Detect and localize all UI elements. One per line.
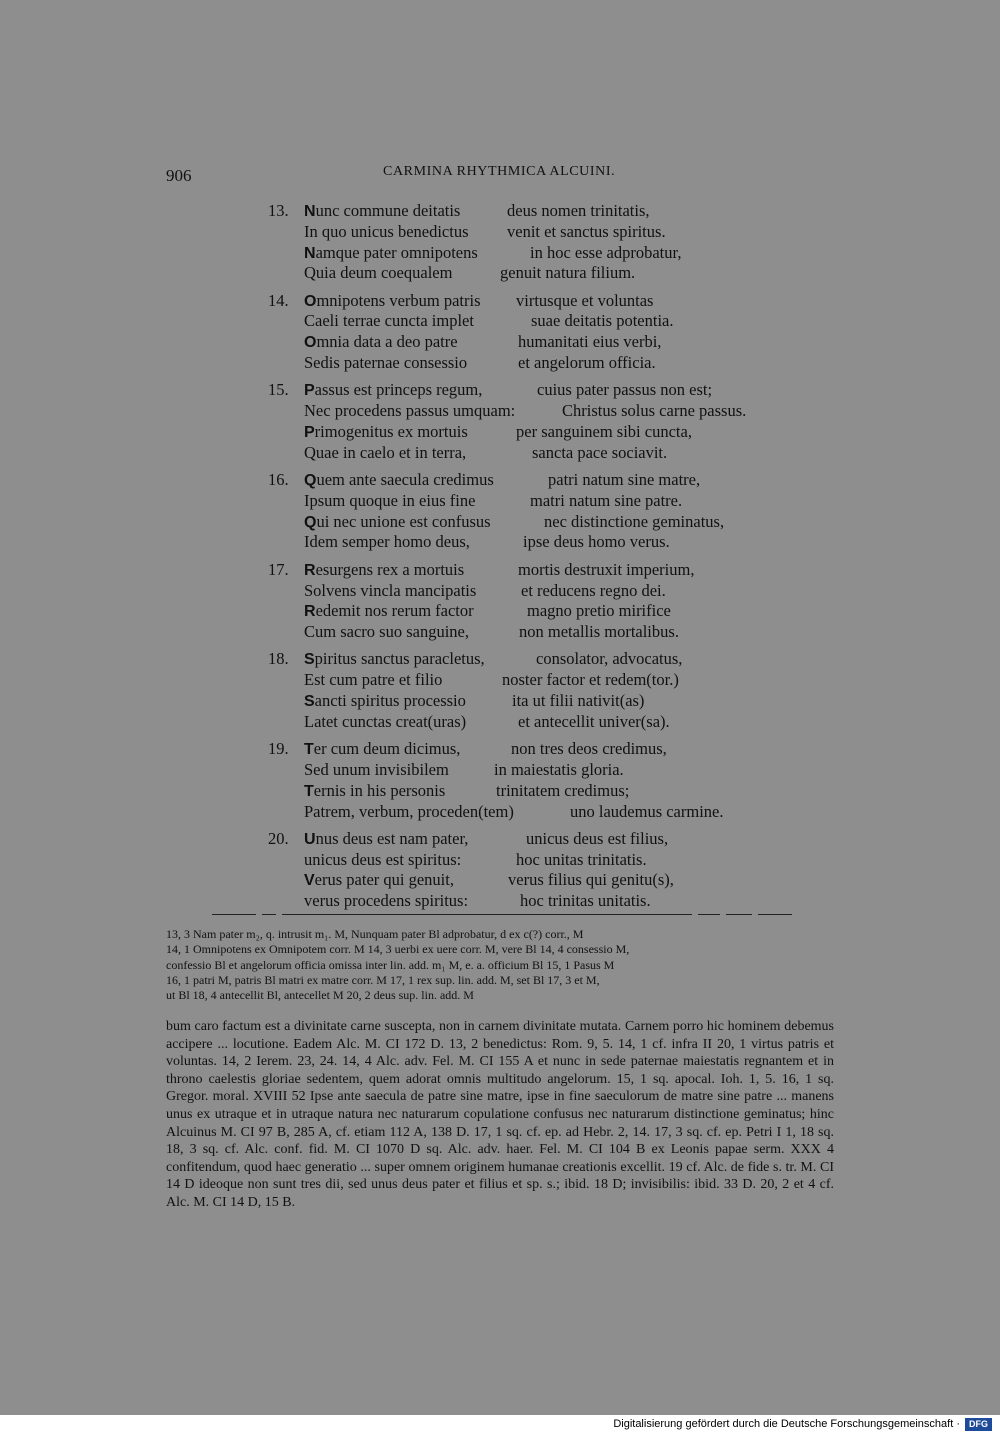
bold-initial: Q (304, 513, 317, 531)
bold-initial: T (304, 782, 314, 800)
first-hemistich (304, 870, 454, 892)
second-hemistich: uno laudemus carmine. (570, 801, 724, 821)
verse-line (0, 422, 1000, 443)
first-hemistich (304, 670, 442, 691)
first-hemistich (304, 353, 467, 374)
stanza-number: 20. (268, 828, 289, 848)
stanza (0, 291, 1000, 374)
rule-segment (726, 914, 752, 915)
first-hemistich (304, 201, 460, 223)
first-hemistich (304, 781, 445, 803)
stanza-number: 18. (268, 649, 289, 669)
bold-initial: R (304, 603, 316, 621)
first-hemistich (304, 691, 466, 713)
verse-line (0, 601, 1000, 622)
verse-line (0, 649, 1000, 670)
second-hemistich: et antecellit univer(sa). (518, 711, 670, 731)
apparatus-criticus (166, 927, 834, 1003)
hemistich-text: Patrem, verbum, proceden(tem) (304, 801, 514, 821)
hemistich-text: Cum sacro suo sanguine, (304, 622, 469, 642)
second-hemistich: mortis destruxit imperium, (518, 559, 695, 579)
first-hemistich (304, 850, 461, 871)
stanza (0, 649, 1000, 732)
hemistich-text: er cum deum dicimus, (313, 739, 461, 759)
bold-initial: S (304, 693, 315, 711)
second-hemistich: non tres deos credimus, (511, 739, 667, 759)
page-number: 906 (166, 166, 192, 185)
second-hemistich: in maiestatis gloria. (494, 759, 624, 779)
verse-line (0, 739, 1000, 760)
verse-line (0, 443, 1000, 464)
stanza-number: 15. (268, 380, 289, 400)
second-hemistich: genuit natura filium. (500, 263, 636, 283)
verse-line (0, 622, 1000, 643)
hemistich-text: assus est princeps regum, (314, 380, 483, 400)
second-hemistich: per sanguinem sibi cuncta, (516, 421, 692, 441)
hemistich-text: Caeli terrae cuncta implet (304, 311, 474, 331)
first-hemistich (304, 380, 482, 402)
stanza (0, 470, 1000, 553)
commentary-notes: bum caro factum est a divinitate carne suscepta, non in carnem divinitate mutata. Carnem porro hic hominem debemus accipere ... locutione. Eadem Alc. M. CI 172 D. 13, 2 benedictus: Rom. 9, 5. 14, 1 cf. infra II 20, 1 virtus patris et voluntas. 14, 2 Ierem. 23, 24. 14, 4 Alc. adv. Fel. M. CI 155 A et nunc in sede paternae maiestatis regnantem et in throno caelestis gloriae sedentem, quem adorat omnis multitudo angelorum. 15, 1 sq. apocal. Ioh. 1, 5. 16, 1 sq. Gregor. moral. XVIII 52 Ipse ante saecula de patre sine matre, ipse in fine saeculorum de matre sine patre ... manens unus ex utraque et in utraque natura nec naturarum copulatione confusus nec naturarum distinctione geminatus; hinc Alcuinus M. CI 97 B, 285 A, cf. etiam 112 A, 138 D. 17, 1 sq. cf. ep. ad Hebr. 2, 14. 17, 3 sq. cf. ep. Petri I 1, 18 sq. 18, 3 sq. cf. Alc. conf. fid. M. CI 1070 D sq. Alc. adv. haer. Fel. M. CI 104 B ex Leonis papae serm. XXX 4 confitendum, quod haec generatio ... super omnem originem humanae creationis excellit. 19 cf. Alc. de fide s. tr. M. CI 14 D ideoque non sunt tres dii, sed unus deus pater et filius et sp. s.; ibid. 18 D; invisibilis: ibid. 33 D. 20, 2 et 4 cf. Alc. M. CI 14 D, 15 B. (166, 1019, 834, 1210)
apparatus-line: 13, 3 Nam pater m₂, q. intrusit m₁. M, Nunquam pater Bl adprobatur, d ex c(?) corr., M (166, 927, 584, 941)
stanza-number: 13. (268, 201, 289, 220)
stanza-number: 17. (268, 559, 289, 579)
hemistich-text: unc commune deitatis (315, 201, 461, 220)
stanza (0, 560, 1000, 643)
hemistich-text: esurgens rex a mortuis (315, 559, 465, 579)
second-hemistich: non metallis mortalibus. (519, 622, 679, 642)
verse-line (0, 870, 1000, 891)
stanza-number: 14. (268, 290, 289, 310)
hemistich-text: ancti spiritus processio (314, 691, 466, 711)
stanza-number: 19. (268, 739, 289, 759)
first-hemistich (304, 422, 468, 444)
first-hemistich (304, 512, 491, 534)
rule-segment (262, 914, 276, 915)
second-hemistich: hoc unitas trinitatis. (516, 849, 647, 869)
hemistich-text: Latet cunctas creat(uras) (304, 711, 467, 731)
apparatus-line: ut Bl 18, 4 antecellit Bl, antecellet M 20, 2 deus sup. lin. add. M (166, 988, 474, 1003)
first-hemistich (304, 401, 515, 422)
verse-line (0, 581, 1000, 602)
verse-line (0, 850, 1000, 871)
apparatus-line: 14, 1 Omnipotens ex Omnipotem corr. M 14, 3 uerbi ex uere corr. M, vere Bl 14, 4 consessio M, (166, 942, 630, 957)
stanza-number: 16. (268, 470, 289, 490)
second-hemistich: hoc trinitas unitatis. (520, 891, 651, 911)
stanza (0, 829, 1000, 912)
rule-segment (282, 914, 692, 915)
hemistich-text: Sed unum invisibilem (304, 759, 449, 779)
verse-line (0, 691, 1000, 712)
first-hemistich (304, 311, 474, 332)
hemistich-text: Solvens vincla mancipatis (304, 580, 477, 600)
first-hemistich (304, 332, 458, 354)
verse-line (0, 802, 1000, 823)
verse-line (0, 201, 1000, 222)
bold-initial: V (304, 872, 315, 890)
first-hemistich (304, 560, 464, 582)
rule-segment (212, 914, 256, 915)
second-hemistich: nec distinctione geminatus, (544, 511, 725, 531)
first-hemistich (304, 470, 494, 492)
first-hemistich (304, 222, 469, 243)
stanza (0, 201, 1000, 284)
first-hemistich (304, 760, 449, 781)
second-hemistich: noster factor et redem(tor.) (502, 670, 679, 690)
second-hemistich: patri natum sine matre, (548, 470, 701, 490)
dfg-logo: DFG (965, 1418, 992, 1431)
verse-line (0, 760, 1000, 781)
hemistich-text: Nec procedens passus umquam: (304, 401, 516, 421)
stanza (0, 739, 1000, 822)
verse-line (0, 470, 1000, 491)
second-hemistich: matri natum sine patre. (530, 490, 683, 510)
bold-initial: O (304, 334, 317, 352)
first-hemistich (304, 712, 466, 733)
verse-line (0, 311, 1000, 332)
verse-line (0, 291, 1000, 312)
hemistich-text: Sedis paternae consessio (304, 353, 468, 373)
first-hemistich (304, 891, 468, 912)
second-hemistich: humanitati eius verbi, (518, 332, 662, 352)
hemistich-text: erus pater qui genuit, (314, 870, 454, 890)
second-hemistich: cuius pater passus non est; (537, 380, 713, 400)
hemistich-text: piritus sanctus paracletus, (314, 649, 485, 669)
first-hemistich (304, 829, 468, 851)
verse-line (0, 380, 1000, 401)
hemistich-text: uem ante saecula credimus (316, 470, 494, 490)
first-hemistich (304, 291, 481, 313)
bold-initial: R (304, 561, 316, 579)
second-hemistich: trinitatem credimus; (496, 780, 630, 800)
first-hemistich (304, 581, 476, 602)
apparatus-line: 16, 1 patri M, patris Bl matri ex matre corr. M 17, 1 rex sup. lin. add. M, set Bl 17, 3 et M, (166, 972, 600, 987)
hemistich-text: mnipotens verbum patris (316, 290, 481, 310)
verse-line (0, 243, 1000, 264)
hemistich-text: unicus deus est spiritus: (304, 849, 462, 869)
poem (0, 201, 1000, 919)
hemistich-text: Ipsum quoque in eius fine (304, 490, 476, 510)
bold-initial: U (304, 830, 316, 848)
bold-initial: T (304, 741, 314, 759)
second-hemistich: Christus solus carne passus. (562, 401, 747, 421)
footer-bar (0, 1415, 1000, 1434)
hemistich-text: amque pater omnipotens (315, 242, 478, 262)
verse-line (0, 560, 1000, 581)
hemistich-text: Est cum patre et filio (304, 670, 443, 690)
second-hemistich: verus filius qui genitu(s), (508, 870, 674, 890)
second-hemistich: virtusque et voluntas (516, 290, 654, 310)
hemistich-text: verus procedens spiritus: (304, 891, 469, 911)
second-hemistich: ipse deus homo verus. (523, 532, 670, 552)
first-hemistich (304, 263, 452, 284)
verse-line (0, 781, 1000, 802)
footer-credit: Digitalisierung gefördert durch die Deutsche Forschungsgemeinschaft · (613, 1418, 960, 1430)
apparatus-line: confessio Bl et angelorum officia omissa inter lin. add. m₁ M, e. a. officium Bl 15, 1 Pasus M (166, 957, 615, 972)
verse-line (0, 353, 1000, 374)
verse-line (0, 670, 1000, 691)
stanza (0, 380, 1000, 463)
first-hemistich (304, 802, 514, 823)
bold-initial: N (304, 203, 316, 220)
first-hemistich (304, 491, 475, 512)
hemistich-text: mnia data a deo patre (316, 332, 458, 352)
second-hemistich: deus nomen trinitatis, (507, 201, 650, 220)
apparatus-rule (212, 914, 792, 918)
verse-line (0, 512, 1000, 533)
running-head: CARMINA RHYTHMICA ALCUINI. (383, 164, 616, 179)
first-hemistich (304, 739, 460, 761)
hemistich-text: Idem semper homo deus, (304, 532, 470, 552)
rule-segment (758, 914, 792, 915)
hemistich-text: ernis in his personis (313, 780, 446, 800)
second-hemistich: ita ut filii nativit(as) (512, 691, 645, 711)
first-hemistich (304, 601, 474, 623)
bold-initial: N (304, 244, 316, 262)
first-hemistich (304, 649, 485, 671)
second-hemistich: venit et sanctus spiritus. (507, 221, 666, 241)
second-hemistich: in hoc esse adprobatur, (530, 242, 682, 262)
hemistich-text: Quia deum coequalem (304, 263, 453, 283)
first-hemistich (304, 443, 466, 464)
bold-initial: O (304, 292, 317, 310)
verse-line (0, 263, 1000, 284)
verse-line (0, 332, 1000, 353)
hemistich-text: edemit nos rerum factor (315, 601, 474, 621)
second-hemistich: unicus deus est filius, (526, 828, 669, 848)
verse-line (0, 829, 1000, 850)
verse-line (0, 222, 1000, 243)
hemistich-text: In quo unicus benedictus (304, 221, 469, 241)
hemistich-text: ui nec unione est confusus (316, 511, 491, 531)
verse-line (0, 491, 1000, 512)
first-hemistich (304, 622, 469, 643)
verse-line (0, 712, 1000, 733)
second-hemistich: suae deitatis potentia. (531, 311, 674, 331)
bold-initial: P (304, 423, 315, 441)
rule-segment (698, 914, 720, 915)
second-hemistich: et angelorum officia. (518, 353, 656, 373)
first-hemistich (304, 243, 478, 265)
verse-line (0, 401, 1000, 422)
second-hemistich: magno pretio mirifice (527, 601, 671, 621)
first-hemistich (304, 532, 470, 553)
hemistich-text: nus deus est nam pater, (315, 828, 469, 848)
bold-initial: Q (304, 472, 317, 490)
second-hemistich: consolator, advocatus, (536, 649, 683, 669)
verse-line (0, 532, 1000, 553)
bold-initial: S (304, 651, 315, 669)
second-hemistich: et reducens regno dei. (521, 580, 666, 600)
second-hemistich: sancta pace sociavit. (532, 442, 668, 462)
hemistich-text: rimogenitus ex mortuis (314, 421, 468, 441)
verse-line (0, 891, 1000, 912)
bold-initial: P (304, 382, 315, 400)
hemistich-text: Quae in caelo et in terra, (304, 442, 467, 462)
